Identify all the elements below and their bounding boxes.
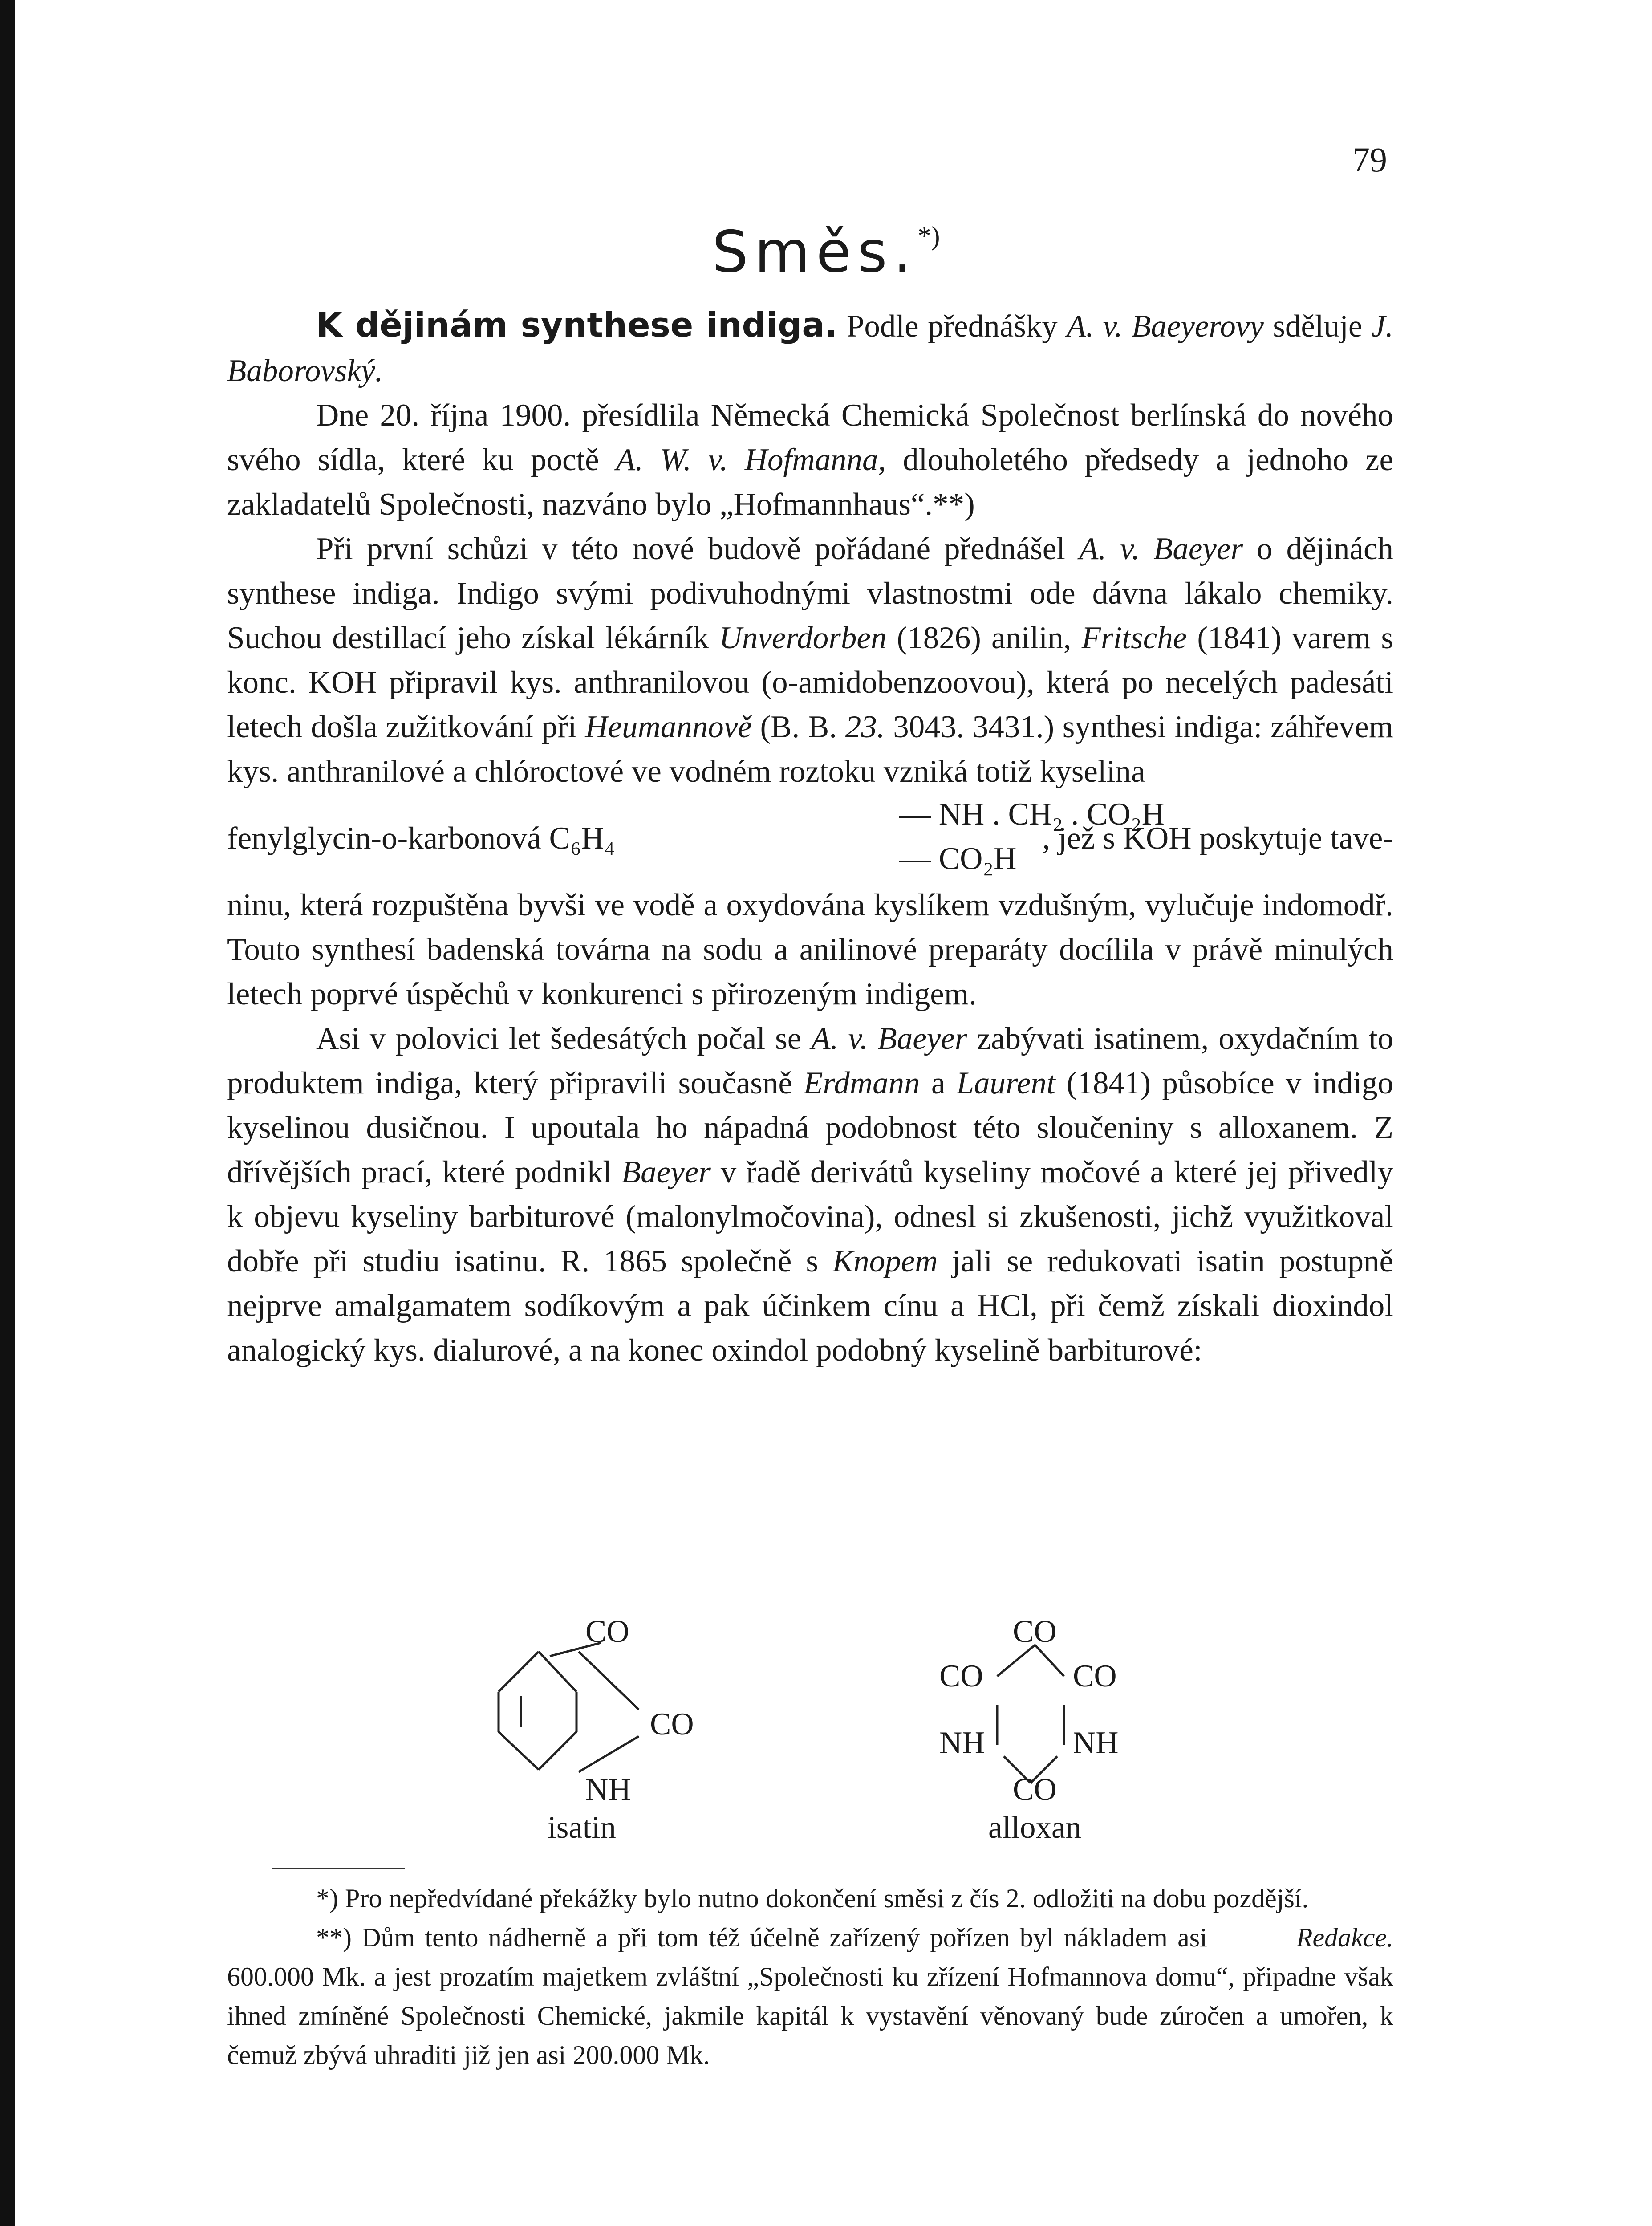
- footnotes: [227, 1879, 1393, 2075]
- alloxan-left-lower: NH: [939, 1726, 985, 1760]
- p3-text-a: Asi v polovici let šedesátých počal se: [316, 1021, 812, 1056]
- p2-text-f: 3043. 3431.) synthesi indiga: záhřevem kys. anthranilové a chlóroctové ve vodném roztoku vzniká totiž kyselina: [227, 710, 1394, 789]
- heading-footnote-mark: *): [917, 221, 940, 251]
- p3-name-5: Knopem: [832, 1244, 938, 1279]
- alloxan-left-upper: CO: [939, 1659, 983, 1694]
- footnote-1-signature: Redakce.: [1296, 1923, 1393, 1952]
- section-heading: [0, 219, 1652, 285]
- p3-text-d: (1841) působíce v indigo kyselinou dusičnou. I upoutala ho nápadná podobnost této sloučeniny s alloxanem. Z dřívějších prací, které podnikl: [227, 1066, 1393, 1190]
- p2-name-1: A. v. Baeyer: [1079, 532, 1243, 566]
- reporter-name: J. Baborovský.: [227, 309, 1394, 388]
- paragraph-2-continued: [227, 883, 1393, 1016]
- reporter-prefix: sděluje: [1273, 309, 1372, 344]
- p3-name-3: Laurent: [956, 1066, 1055, 1101]
- article-body: [227, 303, 1393, 1373]
- section-heading-text: Směs.: [712, 219, 918, 285]
- formula-compound-name: fenylglycin-o-karbonová C₆H₄: [227, 821, 615, 856]
- isatin-bonds: [499, 1643, 639, 1772]
- chemical-structures: [472, 1603, 1184, 1852]
- p2-name-2: Unverdorben: [719, 621, 887, 655]
- formula-line: [227, 794, 1393, 883]
- isatin-bond: [499, 1732, 539, 1770]
- lecturer-name: A. v. Baeyerovy: [1067, 309, 1264, 344]
- p3-text-c: a: [920, 1066, 957, 1101]
- formula-lower-branch: — CO₂H: [899, 841, 1017, 876]
- isatin-caption: isatin: [548, 1810, 616, 1845]
- p1-text-a: Dne 20. října 1900. přesídlila Německá Chemická Společnost berlínská do nového svého sídla, které ku poctě: [227, 398, 1393, 477]
- formula-upper-branch: — NH . CH₂ . CO₂H: [899, 797, 1165, 832]
- p2-text-a: Při první schůzi v této nové budově pořádané přednášel: [316, 532, 1079, 566]
- alloxan-bonds: [997, 1645, 1064, 1783]
- footnote-1-text: *) Pro nepředvídané překážky bylo nutno dokončení směsi z čís 2. odložiti na dobu pozdější.: [316, 1884, 1309, 1913]
- p1-text-b: dlouholetého předsedy a jednoho ze zakladatelů Společnosti, nazváno bylo „Hofmannhaus“.**): [227, 443, 1394, 522]
- isatin-bond: [539, 1652, 576, 1692]
- article-title-paragraph: [227, 303, 1393, 393]
- p3-name-2: Erdmann: [804, 1066, 920, 1101]
- footnote-rule: [272, 1868, 405, 1869]
- p2-text-e: (B. B.: [751, 710, 845, 744]
- article-intro: Podle přednášky: [837, 309, 1067, 344]
- isatin-bond: [579, 1736, 639, 1772]
- p3-text-b: zabývati isatinem, oxydačním to produktem indiga, který připravili současně: [227, 1021, 1393, 1101]
- p2-name-4: Heumannově: [585, 710, 752, 744]
- paragraph-1: [227, 393, 1393, 527]
- alloxan-bond: [1035, 1645, 1064, 1676]
- isatin-bond: [579, 1652, 639, 1710]
- alloxan-bond: [997, 1645, 1035, 1676]
- isatin-top-group: CO: [585, 1614, 629, 1649]
- p2-text-g: ninu, která rozpuštěna byvši ve vodě a oxydována kyslíkem vzdušným, vylučuje indomodř. Touto synthesí badenská továrna na sodu a anilinové preparáty docílila v právě minulých letech poprvé úspěchů v konkurenci s přirozeným indigem.: [227, 888, 1393, 1011]
- p3-text-f: jali se redukovati isatin postupně nejprve amalgamatem sodíkovým a pak účinkem cínu a HCl, při čemž získali dioxindol analogický kys. dialurové, a na konec oxindol podobný kyselině barbiturové:: [227, 1244, 1393, 1368]
- alloxan-right-lower: NH: [1073, 1726, 1119, 1760]
- page-number: 79: [1352, 140, 1387, 179]
- isatin-bottom-group: NH: [585, 1772, 631, 1807]
- p3-name-1: A. v. Baeyer: [811, 1021, 967, 1056]
- formula-continuation: , jež s KOH poskytuje tave-: [1042, 821, 1393, 856]
- p2-text-d: (1841) varem s konc. KOH připravil kys. anthranilovou (o-amidobenzoovou), která po necelých padesáti letech došla zužitkování při: [227, 621, 1393, 744]
- isatin-bond: [539, 1732, 576, 1770]
- alloxan-top-group: CO: [1013, 1614, 1057, 1649]
- footnote-2-text: **) Dům tento nádherně a při tom též účelně zařízený pořízen byl nákladem asi 600.000 Mk. a jest prozatím majetkem zvláštní „Společnosti ku zřízení Hofmannova domu“, připadne však ihned zmíněné Společnosti Chemické, jakmile kapitál k vystavění věnovaný bude zúročen a umořen, k čemuž zbývá uhraditi již jen asi 200.000 Mk.: [227, 1923, 1393, 2070]
- isatin-bond: [499, 1652, 539, 1692]
- p3-name-4: Baeyer: [621, 1155, 711, 1190]
- alloxan-caption: alloxan: [988, 1810, 1081, 1845]
- footnote-1: [227, 1879, 1393, 1952]
- isatin-side-group: CO: [650, 1707, 694, 1742]
- alloxan-right-upper: CO: [1073, 1659, 1117, 1694]
- scan-left-edge: [0, 0, 15, 2226]
- p2-text-b: o dějinách synthese indiga. Indigo svými podivuhodnými vlastnostmi ode dávna lákalo chemiky. Suchou destillací jeho získal lékárník: [227, 532, 1394, 655]
- alloxan-bottom-group: CO: [1013, 1772, 1057, 1807]
- p1-name: A. W. v. Hofmanna,: [616, 443, 886, 477]
- paragraph-3: [227, 1016, 1393, 1373]
- p2-name-3: Fritsche: [1081, 621, 1187, 655]
- p3-text-e: v řadě derivátů kyseliny močové a které jej přivedly k objevu kyseliny barbiturové (malonylmočovina), odnesl si zkušenosti, jichž využitkoval dobře při studiu isatinu. R. 1865 společně s: [227, 1155, 1393, 1279]
- p2-volume: 23.: [845, 710, 885, 744]
- p2-text-c: (1826) anilin,: [886, 621, 1082, 655]
- article-title: K dějinám synthese indiga.: [316, 305, 838, 345]
- paragraph-2: [227, 527, 1393, 794]
